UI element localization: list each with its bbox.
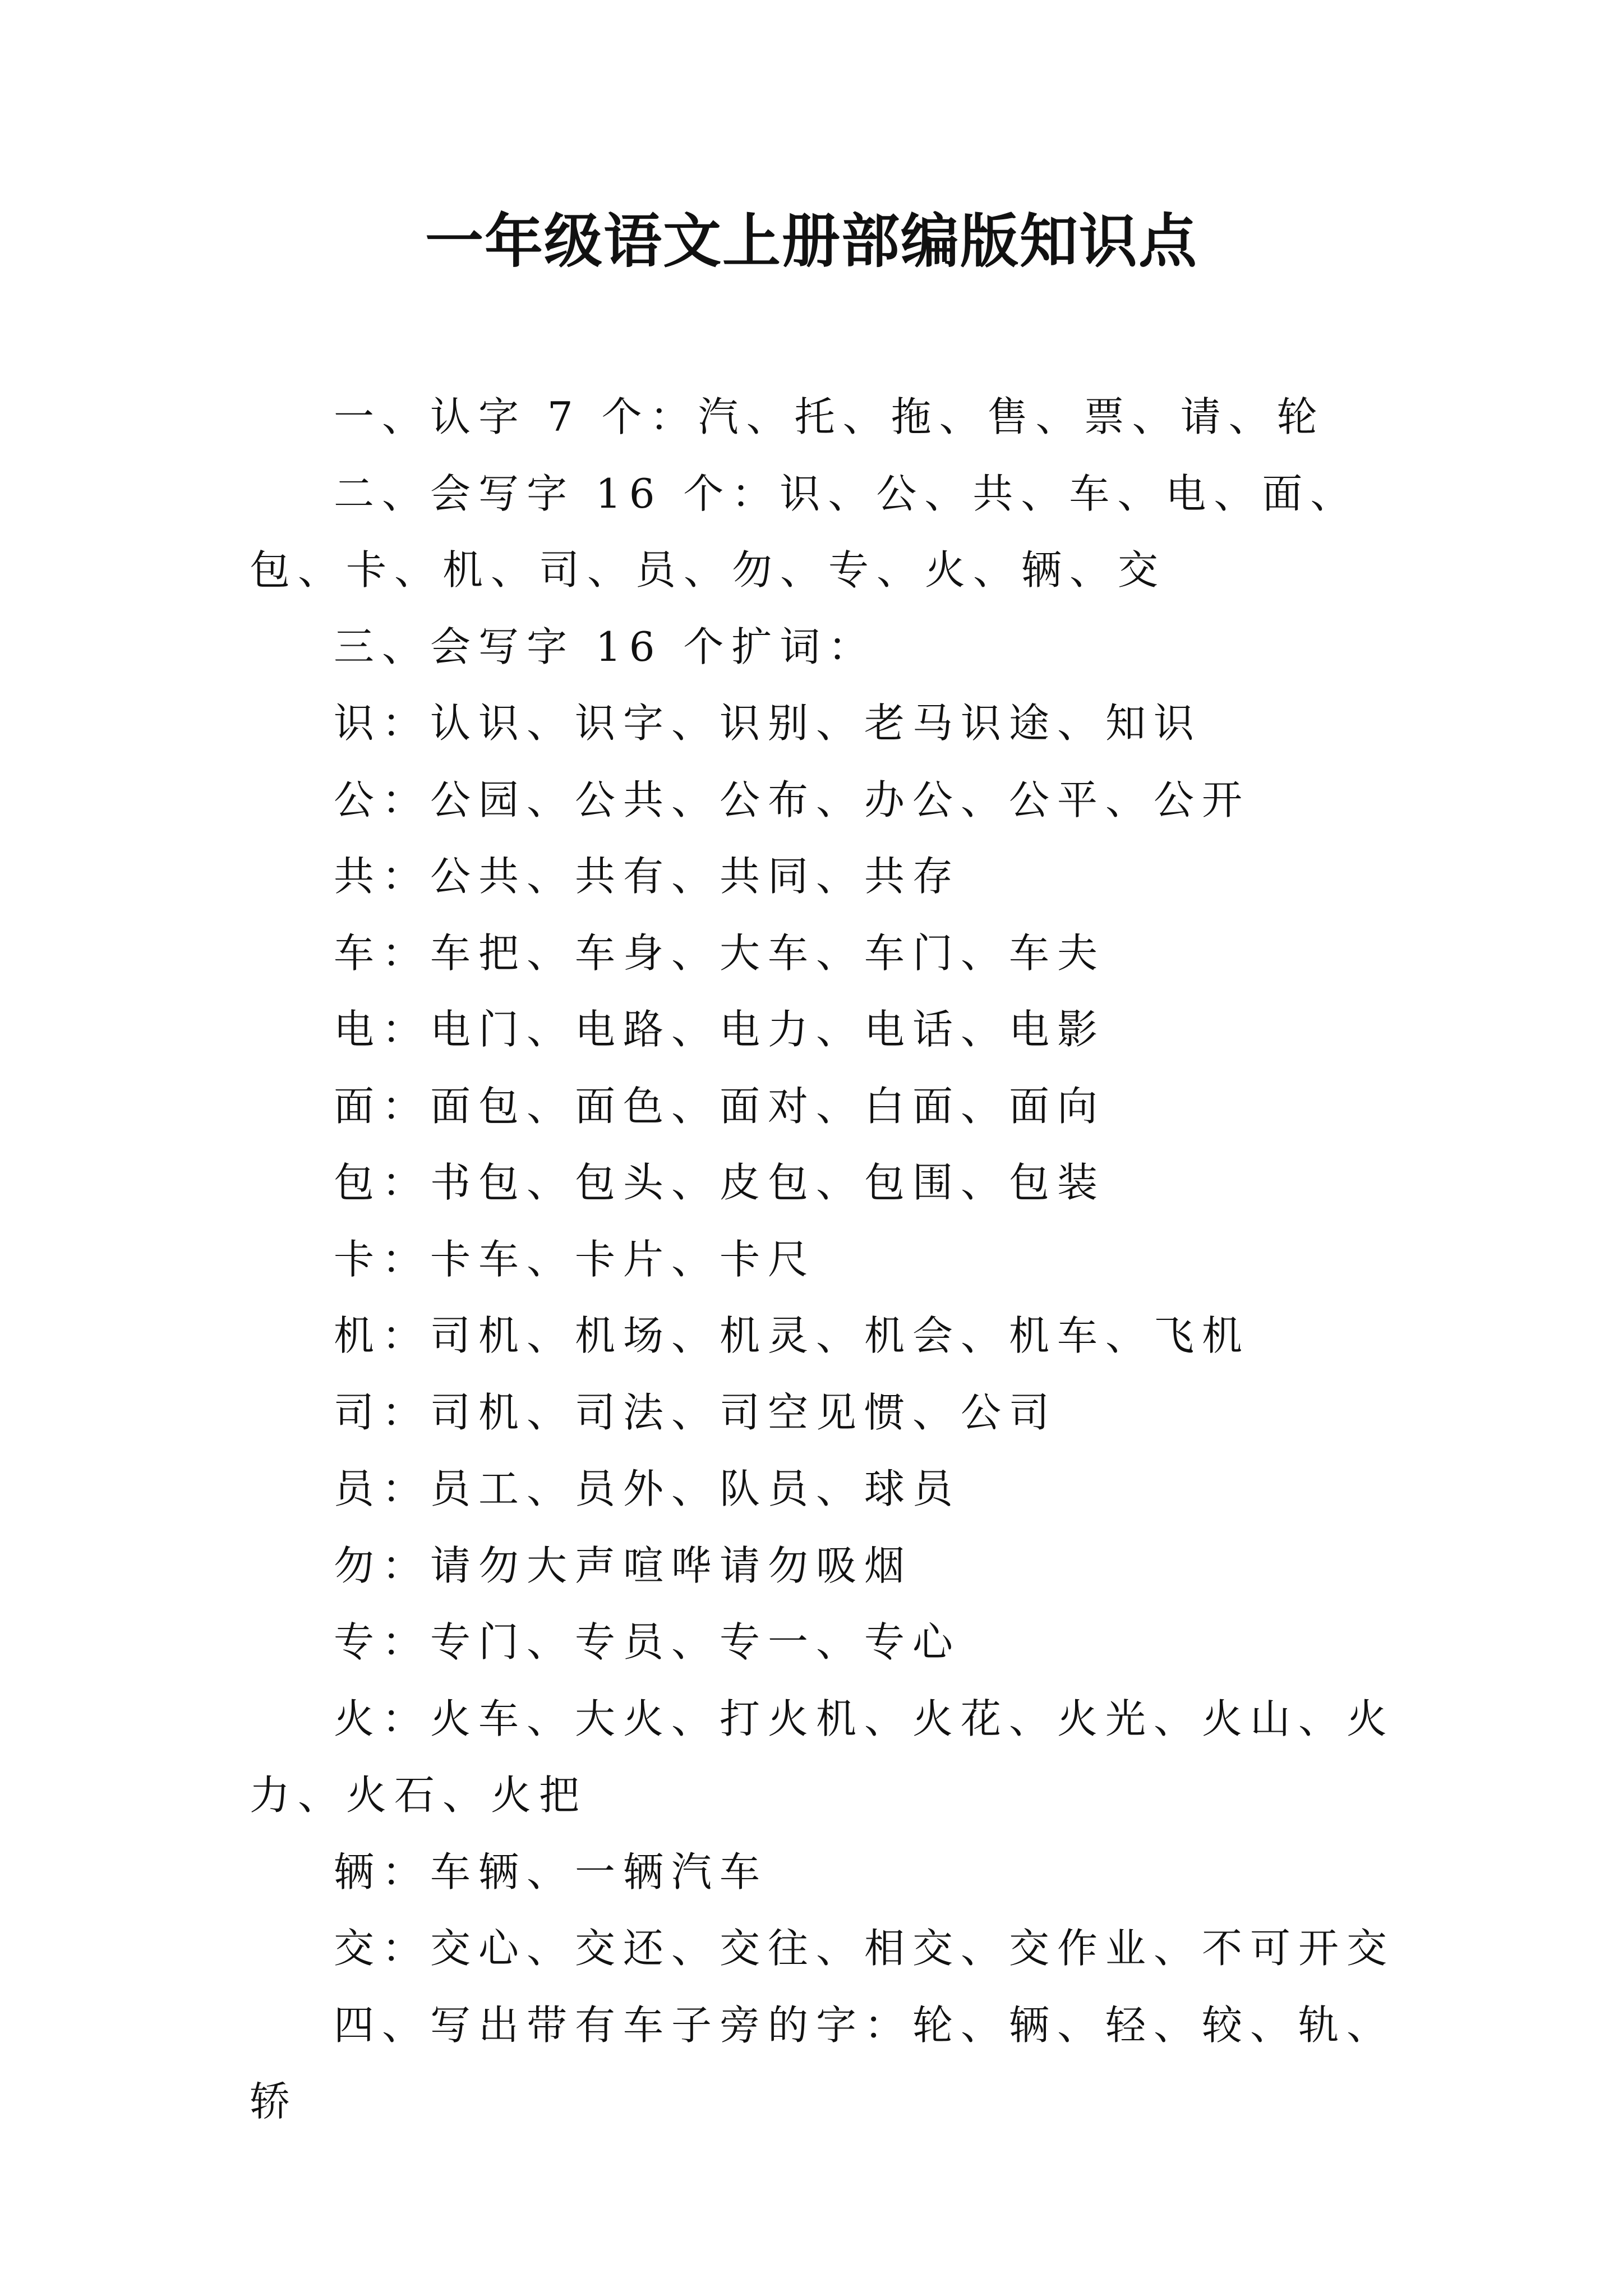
paragraph-word-huo: 火：火车、大火、打火机、火花、火光、火山、火力、火石、火把 xyxy=(250,1695,1395,1819)
paragraph-recognize-chars: 一、认字 7 个：汽、托、拖、售、票、请、轮 xyxy=(334,393,1325,440)
paragraph-expand-words-heading: 三、会写字 16 个扩词： xyxy=(334,623,877,670)
document-body xyxy=(250,379,1424,2140)
paragraph-word-mian: 面：面包、面色、面对、白面、面向 xyxy=(334,1082,1106,1130)
paragraph-word-jiao: 交：交心、交还、交往、相交、交作业、不可开交 xyxy=(334,1925,1395,1972)
document-title: 一年级语文上册部编版知识点 xyxy=(425,206,1198,275)
paragraph-write-chars: 二、会写字 16 个：识、公、共、车、电、面、包、卡、机、司、员、勿、专、火、辆、交 xyxy=(250,470,1359,593)
paragraph-word-bao: 包：书包、包头、皮包、包围、包装 xyxy=(334,1159,1106,1206)
paragraph-word-ji: 机：司机、机场、机灵、机会、机车、飞机 xyxy=(334,1312,1251,1359)
paragraph-word-liang: 辆：车辆、一辆汽车 xyxy=(334,1848,768,1895)
paragraph-word-shi: 识：认识、识字、识别、老马识途、知识 xyxy=(334,700,1202,747)
paragraph-vehicle-radical-chars: 四、写出带有车子旁的字：轮、辆、轻、较、轨、轿 xyxy=(250,2001,1395,2125)
paragraph-word-dian: 电：电门、电路、电力、电话、电影 xyxy=(334,1006,1106,1053)
paragraph-word-yuan: 员：员工、员外、队员、球员 xyxy=(334,1465,961,1512)
paragraph-word-che: 车：车把、车身、大车、车门、车夫 xyxy=(334,929,1106,977)
paragraph-word-gong-together: 共：公共、共有、共同、共存 xyxy=(334,853,961,900)
paragraph-word-zhuan: 专：专门、专员、专一、专心 xyxy=(334,1618,961,1665)
paragraph-word-ka: 卡：卡车、卡片、卡尺 xyxy=(334,1235,817,1283)
paragraph-word-gong: 公：公园、公共、公布、办公、公平、公开 xyxy=(334,776,1251,823)
paragraph-word-wu: 勿：请勿大声喧哗请勿吸烟 xyxy=(334,1542,913,1589)
paragraph-word-si: 司：司机、司法、司空见惯、公司 xyxy=(334,1388,1058,1436)
